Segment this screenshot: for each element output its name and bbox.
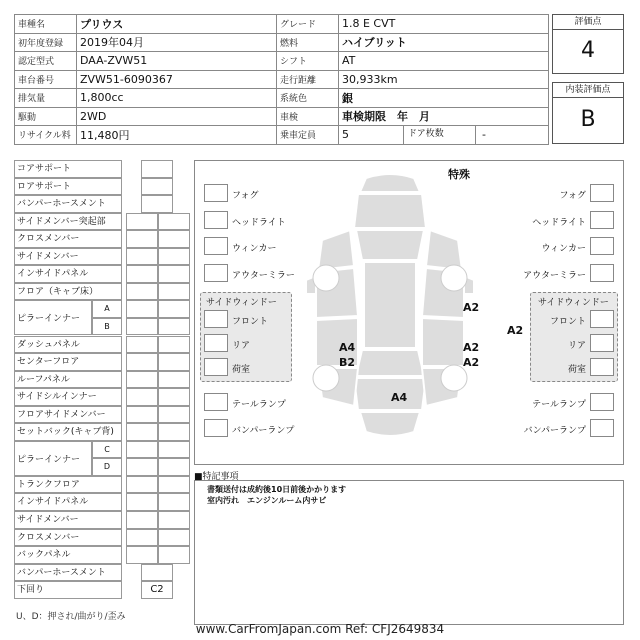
checklist-mark-box[interactable]	[126, 213, 158, 231]
checklist-mark-box[interactable]	[158, 423, 190, 441]
pillar-sub-b: B	[92, 318, 122, 336]
mirror-right-checkbox[interactable]	[590, 264, 614, 282]
value-color: 銀	[339, 89, 549, 108]
value-inspection: 車検期限 年 月	[339, 107, 549, 126]
checklist-item: ダッシュパネル	[14, 336, 122, 354]
checklist-mark-box[interactable]	[158, 529, 190, 547]
door-count-label: ドア枚数	[403, 126, 475, 144]
checklist-mark-box[interactable]	[126, 476, 158, 494]
remarks-title: ■特記事項	[194, 472, 239, 482]
sw-rear-right-checkbox[interactable]	[590, 334, 614, 352]
checklist-item: バックパネル	[14, 546, 122, 564]
value-mileage: 30,933km	[339, 70, 549, 89]
checklist-mark-box[interactable]	[141, 160, 173, 178]
label-model-code: 認定型式	[15, 52, 77, 71]
checklist-mark-box[interactable]	[126, 283, 158, 301]
side-window-right-title: サイドウィンドー	[538, 298, 609, 308]
remark-line-2: 室内汚れ エンジンルーム内サビ	[207, 496, 327, 505]
checklist-mark-box[interactable]	[126, 371, 158, 389]
sw-front-left-checkbox[interactable]	[204, 310, 228, 328]
checklist-item: バンパーホースメント	[14, 195, 122, 213]
checklist-item: サイドメンバー	[14, 248, 122, 266]
label-grade: グレード	[277, 15, 339, 34]
sw-cargo-right-label: 荷室	[567, 365, 586, 375]
label-color: 系統色	[277, 89, 339, 108]
value-recycle: 11,480円	[77, 126, 277, 145]
checklist-mark-box[interactable]	[126, 336, 158, 354]
checklist-mark-box[interactable]	[158, 213, 190, 231]
sw-cargo-left-label: 荷室	[232, 365, 251, 375]
taillamp-right-checkbox[interactable]	[590, 393, 614, 411]
checklist-mark-box[interactable]	[158, 441, 190, 459]
taillamp-right-label: テールランプ	[532, 400, 586, 410]
bumperlamp-left-label: バンパーランプ	[232, 426, 295, 436]
underbody-mark-box[interactable]: C2	[141, 581, 173, 599]
checklist-item: インサイドパネル	[14, 265, 122, 283]
checklist-item: サイドメンバー突起部	[14, 213, 122, 231]
winker-left-checkbox[interactable]	[204, 237, 228, 255]
door-count-value: -	[475, 126, 486, 144]
overall-score-label: 評価点	[553, 15, 623, 30]
interior-score-label: 内装評価点	[553, 83, 623, 98]
checklist-item: フロアサイドメンバー	[14, 406, 122, 424]
checklist-mark-box[interactable]	[158, 248, 190, 266]
checklist-mark-box[interactable]	[126, 493, 158, 511]
sw-rear-right-label: リア	[567, 341, 586, 351]
checklist-mark-box[interactable]	[126, 406, 158, 424]
checklist-mark-box[interactable]	[126, 353, 158, 371]
fog-right-checkbox[interactable]	[590, 184, 614, 202]
checklist-mark-box[interactable]	[126, 230, 158, 248]
winker-right-label: ウィンカー	[541, 244, 586, 254]
checklist-item: セットバック(キャブ背)	[14, 423, 122, 441]
value-displacement: 1,800cc	[77, 89, 277, 108]
checklist-mark-box[interactable]	[158, 336, 190, 354]
label-mileage: 走行距離	[277, 70, 339, 89]
damage-code-right-front: A2	[463, 301, 480, 314]
checklist-mark-box[interactable]	[158, 476, 190, 494]
checklist-mark-box[interactable]	[158, 511, 190, 529]
checklist-mark-box[interactable]	[126, 318, 158, 336]
bumperlamp-right-checkbox[interactable]	[590, 419, 614, 437]
checklist-mark-box[interactable]	[141, 178, 173, 196]
checklist-item: ルーフパネル	[14, 371, 122, 389]
fog-right-label: フォグ	[559, 191, 586, 201]
label-first-reg: 初年度登録	[15, 33, 77, 52]
side-window-left-title: サイドウィンドー	[206, 298, 277, 308]
label-recycle: リサイクル料	[15, 126, 77, 145]
mirror-left-label: アウターミラー	[232, 271, 295, 281]
checklist-mark-box[interactable]	[158, 493, 190, 511]
fog-left-checkbox[interactable]	[204, 184, 228, 202]
label-chassis: 車台番号	[15, 70, 77, 89]
sw-cargo-right-checkbox[interactable]	[590, 358, 614, 376]
value-model: プリウス	[77, 15, 277, 34]
checklist-item: クロスメンバー	[14, 529, 122, 547]
checklist-item: フロア（キャブ床）	[14, 283, 122, 301]
value-drive: 2WD	[77, 107, 277, 126]
checklist-mark-box[interactable]	[158, 300, 190, 318]
checklist-mark-box[interactable]	[158, 406, 190, 424]
label-displacement: 排気量	[15, 89, 77, 108]
checklist-mark-box[interactable]	[126, 265, 158, 283]
damage-code-right-mirror: A2	[507, 324, 524, 337]
checklist-mark-box[interactable]	[158, 318, 190, 336]
checklist-mark-box[interactable]	[126, 300, 158, 318]
checklist-mark-box[interactable]	[158, 388, 190, 406]
label-drive: 駆動	[15, 107, 77, 126]
pillar-inner-front-group: ピラーインナー	[14, 300, 92, 335]
taillamp-left-label: テールランプ	[232, 400, 286, 410]
checklist-item: サイドメンバー	[14, 511, 122, 529]
interior-score-box	[552, 82, 624, 144]
checklist-mark-box[interactable]	[141, 564, 173, 582]
value-model-code: DAA-ZVW51	[77, 52, 277, 71]
capacity-number: 5	[342, 128, 349, 142]
bumperlamp-right-label: バンパーランプ	[523, 426, 586, 436]
checklist-mark-box[interactable]	[126, 388, 158, 406]
checklist-mark-box[interactable]	[158, 458, 190, 476]
sw-rear-left-label: リア	[232, 341, 251, 351]
checklist-item: トランクフロア	[14, 476, 122, 494]
checklist-item: サイドシルインナー	[14, 388, 122, 406]
footer-reference: www.CarFromJapan.com Ref: CFJ2649834	[195, 622, 445, 636]
checklist-mark-box[interactable]	[126, 423, 158, 441]
label-inspection: 車検	[277, 107, 339, 126]
checklist-mark-box[interactable]	[126, 458, 158, 476]
value-shift: AT	[339, 52, 549, 71]
checklist-item: バンパーホースメント	[14, 564, 122, 582]
car-diagram	[300, 170, 480, 460]
sw-front-left-label: フロント	[232, 317, 269, 327]
headlight-right-label: ヘッドライト	[532, 218, 586, 228]
checklist-item: コアサポート	[14, 160, 122, 178]
checklist-mark-box[interactable]	[141, 195, 173, 213]
sw-rear-left-checkbox[interactable]	[204, 334, 228, 352]
overall-score-box	[552, 14, 624, 74]
pillar-inner-rear-group: ピラーインナー	[14, 441, 92, 476]
checklist-item: 下回り	[14, 581, 122, 599]
checklist-item: ロアサポート	[14, 178, 122, 196]
checklist-mark-box[interactable]	[158, 353, 190, 371]
checklist-item: インサイドパネル	[14, 493, 122, 511]
value-fuel: ハイブリット	[339, 33, 549, 52]
interior-score-value: B	[580, 107, 596, 132]
checklist-mark-box[interactable]	[126, 248, 158, 266]
vehicle-info-table	[14, 14, 549, 145]
mirror-right-label: アウターミラー	[523, 271, 586, 281]
pillar-sub-d: D	[92, 458, 122, 476]
label-shift: シフト	[277, 52, 339, 71]
checklist-mark-box[interactable]	[126, 511, 158, 529]
damage-code-right-rear: A2	[463, 356, 480, 369]
checklist-legend: U、D：押され/曲がり/歪み	[16, 612, 126, 622]
checklist-item: センターフロア	[14, 353, 122, 371]
damage-code-right-door: A2	[463, 341, 480, 354]
winker-left-label: ウィンカー	[232, 244, 277, 254]
value-chassis: ZVW51-6090367	[77, 70, 277, 89]
damage-code-left-rear: B2	[339, 356, 356, 369]
remarks-box	[194, 480, 624, 625]
damage-code-left-door: A4	[339, 341, 356, 354]
checklist-mark-box[interactable]	[158, 265, 190, 283]
checklist-mark-box[interactable]	[126, 441, 158, 459]
special-title: 特殊	[448, 168, 470, 181]
headlight-left-label: ヘッドライト	[232, 218, 286, 228]
value-capacity	[339, 126, 549, 145]
sw-front-right-checkbox[interactable]	[590, 310, 614, 328]
label-capacity: 乗車定員	[277, 126, 339, 145]
checklist-mark-box[interactable]	[126, 529, 158, 547]
overall-score-value: 4	[581, 38, 595, 63]
headlight-left-checkbox[interactable]	[204, 211, 228, 229]
value-grade: 1.8 E CVT	[339, 15, 549, 34]
taillamp-left-checkbox[interactable]	[204, 393, 228, 411]
label-model: 車種名	[15, 15, 77, 34]
checklist-mark-box[interactable]	[158, 283, 190, 301]
bumperlamp-left-checkbox[interactable]	[204, 419, 228, 437]
remark-line-1: 書類送付は成約後10日前後かかります	[207, 485, 347, 494]
checklist-item: クロスメンバー	[14, 230, 122, 248]
checklist-mark-box[interactable]	[158, 546, 190, 564]
headlight-right-checkbox[interactable]	[590, 211, 614, 229]
fog-left-label: フォグ	[232, 191, 259, 201]
sw-front-right-label: フロント	[549, 317, 586, 327]
checklist-mark-box[interactable]	[158, 371, 190, 389]
checklist-mark-box[interactable]	[158, 230, 190, 248]
pillar-sub-c: C	[92, 441, 122, 459]
value-first-reg: 2019年04月	[77, 33, 277, 52]
winker-right-checkbox[interactable]	[590, 237, 614, 255]
checklist-mark-box[interactable]	[126, 546, 158, 564]
damage-code-rear-bumper: A4	[391, 391, 408, 404]
mirror-left-checkbox[interactable]	[204, 264, 228, 282]
sw-cargo-left-checkbox[interactable]	[204, 358, 228, 376]
label-fuel: 燃料	[277, 33, 339, 52]
pillar-sub-a: A	[92, 300, 122, 318]
